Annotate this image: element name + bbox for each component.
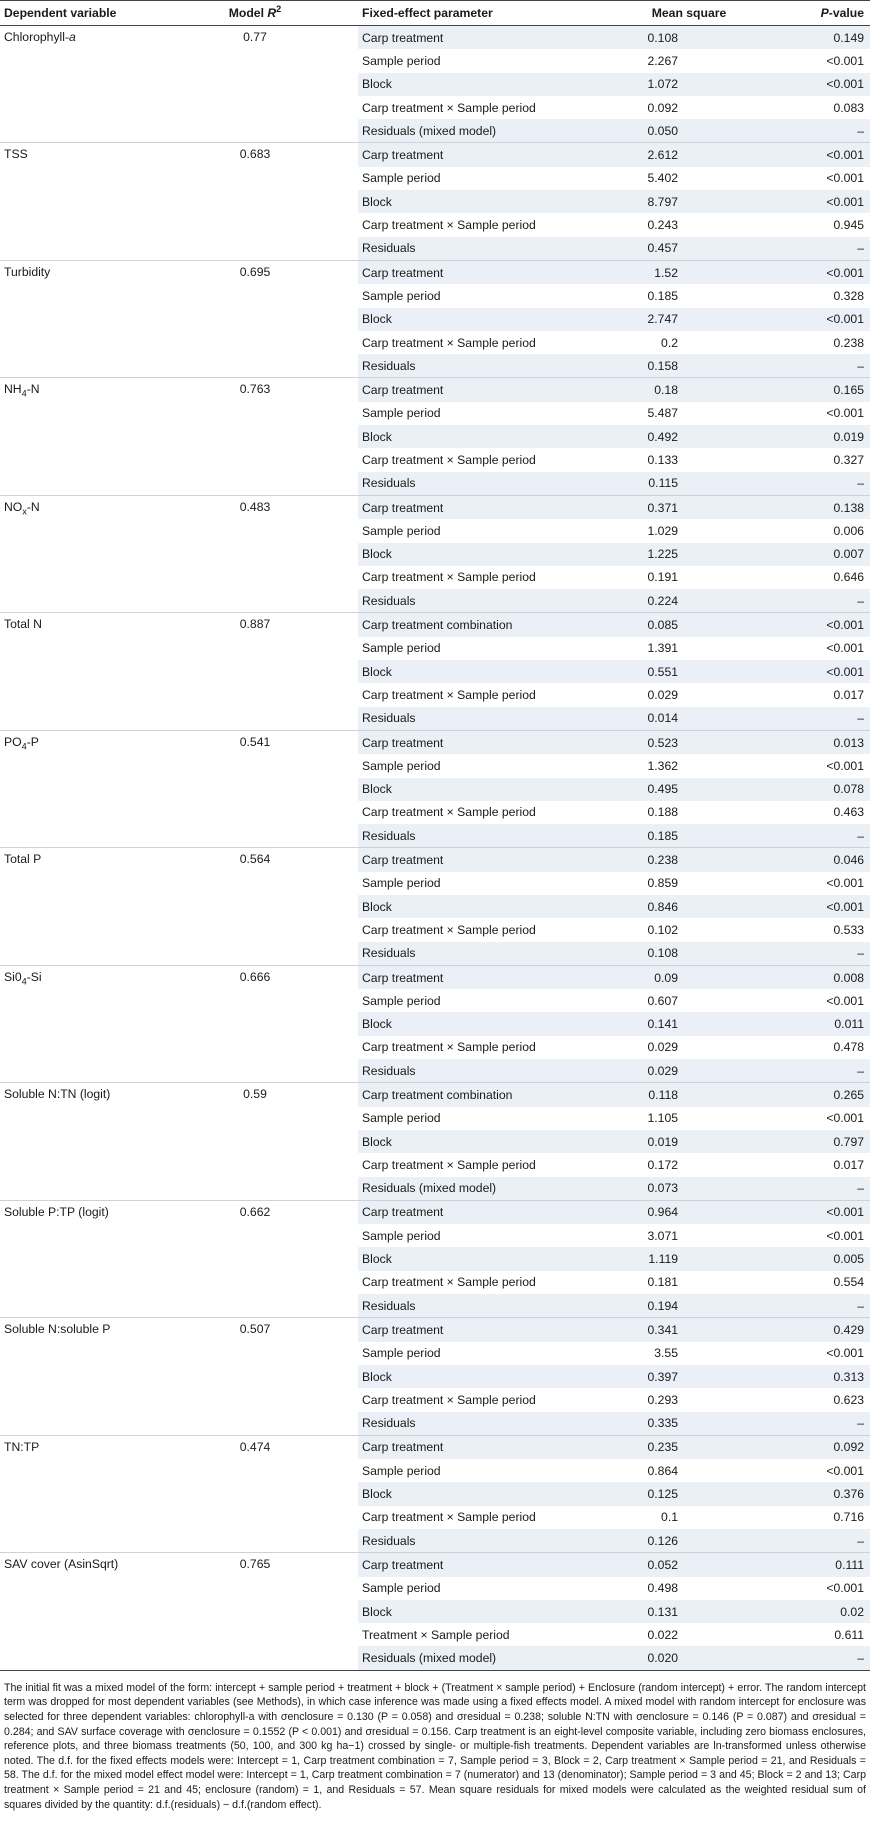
parameter-cell: Block bbox=[358, 778, 620, 801]
dependent-variable: TSS bbox=[0, 143, 180, 260]
pvalue-cell: 0.005 bbox=[758, 1247, 870, 1270]
pvalue-cell: <0.001 bbox=[758, 1200, 870, 1224]
pvalue-cell: <0.001 bbox=[826, 1111, 864, 1126]
parameter-cell: Residuals bbox=[358, 1294, 620, 1318]
mean-square-cell: 0.397 bbox=[620, 1365, 758, 1388]
mean-square-cell: 0.371 bbox=[620, 495, 758, 519]
parameter-cell: Block bbox=[358, 1130, 620, 1153]
parameter-cell: Sample period bbox=[362, 1111, 441, 1126]
parameter-cell: Block bbox=[358, 543, 620, 566]
mean-square-cell: 0.18 bbox=[620, 378, 758, 402]
mean-square-cell: 0.029 bbox=[647, 687, 678, 702]
variable-group bbox=[0, 1083, 870, 1200]
pvalue-cell: 0.083 bbox=[833, 100, 864, 115]
spacer-cell bbox=[330, 143, 358, 260]
parameter-cell: Carp treatment bbox=[358, 965, 620, 989]
mean-square-cell: 0.126 bbox=[620, 1529, 758, 1553]
spacer-cell bbox=[330, 613, 358, 730]
mean-square-cell: 0.185 bbox=[647, 288, 678, 303]
header-pvalue: P-value bbox=[758, 1, 870, 26]
pvalue-cell: 0.138 bbox=[758, 495, 870, 519]
parameter-cell: Carp treatment × Sample period bbox=[362, 687, 536, 702]
table-row bbox=[0, 730, 870, 754]
pvalue-cell: 0.238 bbox=[833, 335, 864, 350]
mean-square-cell: 0.498 bbox=[647, 1581, 678, 1596]
dependent-variable: Total N bbox=[0, 613, 180, 730]
table-row bbox=[0, 1553, 870, 1577]
table-row bbox=[0, 613, 870, 637]
parameter-cell: Carp treatment combination bbox=[358, 1083, 620, 1107]
header-dependent: Dependent variable bbox=[0, 1, 180, 26]
pvalue-cell: 0.017 bbox=[833, 1157, 864, 1172]
mean-square-cell: 0.864 bbox=[647, 1463, 678, 1478]
pvalue-cell: <0.001 bbox=[826, 1346, 864, 1361]
model-r2: 0.765 bbox=[180, 1553, 330, 1670]
pvalue-cell: 0.165 bbox=[758, 378, 870, 402]
pvalue-cell: 0.463 bbox=[833, 805, 864, 820]
model-r2: 0.541 bbox=[180, 730, 330, 847]
pvalue-cell: 0.149 bbox=[758, 26, 870, 50]
parameter-cell: Sample period bbox=[362, 1228, 441, 1243]
mean-square-cell: 0.022 bbox=[647, 1627, 678, 1642]
dependent-variable: TN:TP bbox=[0, 1435, 180, 1552]
pvalue-cell: 0.429 bbox=[758, 1318, 870, 1342]
pvalue-cell: – bbox=[758, 1529, 870, 1553]
pvalue-cell: 0.265 bbox=[758, 1083, 870, 1107]
pvalue-cell: 0.006 bbox=[833, 523, 864, 538]
variable-group bbox=[0, 26, 870, 143]
mean-square-cell: 0.085 bbox=[620, 613, 758, 637]
pvalue-cell: – bbox=[758, 472, 870, 496]
parameter-cell: Carp treatment × Sample period bbox=[362, 218, 536, 233]
dependent-variable: $Si0_4-Si$ bbox=[0, 965, 180, 1082]
spacer-cell bbox=[330, 1083, 358, 1200]
mean-square-cell: 0.224 bbox=[620, 589, 758, 613]
model-r2: 0.59 bbox=[180, 1083, 330, 1200]
parameter-cell: Carp treatment bbox=[358, 1200, 620, 1224]
mean-square-cell: 0.341 bbox=[620, 1318, 758, 1342]
dependent-variable: SAV cover (AsinSqrt) bbox=[0, 1553, 180, 1670]
pvalue-cell: <0.001 bbox=[826, 1228, 864, 1243]
dependent-variable: $PO_4-P$ bbox=[0, 730, 180, 847]
spacer-cell bbox=[330, 1200, 358, 1317]
mean-square-cell: 0.607 bbox=[647, 993, 678, 1008]
table-row bbox=[0, 1435, 870, 1459]
parameter-cell: Block bbox=[358, 895, 620, 918]
pvalue-cell: – bbox=[758, 1059, 870, 1083]
header-model-r2: Model $R^2$ bbox=[180, 1, 330, 26]
parameter-cell: Carp treatment bbox=[358, 1318, 620, 1342]
mean-square-cell: 0.191 bbox=[647, 570, 678, 585]
parameter-cell: Carp treatment combination bbox=[358, 613, 620, 637]
pvalue-cell: <0.001 bbox=[826, 758, 864, 773]
parameter-cell: Carp treatment bbox=[358, 378, 620, 402]
pvalue-cell: – bbox=[758, 589, 870, 613]
variable-group bbox=[0, 495, 870, 612]
pvalue-cell: <0.001 bbox=[826, 53, 864, 68]
mean-square-cell: 1.225 bbox=[620, 543, 758, 566]
parameter-cell: Sample period bbox=[362, 406, 441, 421]
pvalue-cell: 0.328 bbox=[833, 288, 864, 303]
parameter-cell: Sample period bbox=[362, 1581, 441, 1596]
pvalue-cell: <0.001 bbox=[826, 641, 864, 656]
parameter-cell: Sample period bbox=[362, 53, 441, 68]
dependent-variable: Soluble N:soluble P bbox=[0, 1318, 180, 1435]
parameter-cell: Carp treatment bbox=[358, 848, 620, 872]
pvalue-cell: 0.554 bbox=[833, 1275, 864, 1290]
pvalue-cell: 0.008 bbox=[758, 965, 870, 989]
parameter-cell: Block bbox=[358, 660, 620, 683]
parameter-cell: Carp treatment × Sample period bbox=[362, 1275, 536, 1290]
parameter-cell: Carp treatment bbox=[358, 730, 620, 754]
pvalue-cell: – bbox=[758, 1412, 870, 1436]
spacer-cell bbox=[330, 1553, 358, 1670]
parameter-cell: Block bbox=[358, 1012, 620, 1035]
mean-square-cell: 0.238 bbox=[620, 848, 758, 872]
mean-square-cell: 0.133 bbox=[647, 452, 678, 467]
pvalue-cell: <0.001 bbox=[758, 660, 870, 683]
dependent-variable: $NO_x-N$ bbox=[0, 495, 180, 612]
spacer-cell bbox=[330, 848, 358, 965]
model-r2: 0.763 bbox=[180, 378, 330, 495]
parameter-cell: Residuals bbox=[358, 472, 620, 496]
table-row bbox=[0, 260, 870, 284]
variable-group bbox=[0, 143, 870, 260]
parameter-cell: Block bbox=[358, 308, 620, 331]
mean-square-cell: 1.391 bbox=[647, 641, 678, 656]
pvalue-cell: <0.001 bbox=[758, 613, 870, 637]
dependent-variable: Turbidity bbox=[0, 260, 180, 377]
mean-square-cell: 0.050 bbox=[620, 119, 758, 143]
pvalue-cell: – bbox=[758, 354, 870, 378]
parameter-cell: Carp treatment × Sample period bbox=[362, 1510, 536, 1525]
parameter-cell: Carp treatment bbox=[358, 143, 620, 167]
parameter-cell: Residuals bbox=[358, 237, 620, 261]
model-r2: 0.483 bbox=[180, 495, 330, 612]
variable-group bbox=[0, 378, 870, 495]
variable-group bbox=[0, 1435, 870, 1552]
spacer-cell bbox=[330, 495, 358, 612]
pvalue-cell: 0.046 bbox=[758, 848, 870, 872]
pvalue-cell: 0.611 bbox=[834, 1627, 864, 1642]
parameter-cell: Sample period bbox=[362, 171, 441, 186]
pvalue-cell: 0.797 bbox=[758, 1130, 870, 1153]
parameter-cell: Residuals bbox=[358, 1412, 620, 1436]
mean-square-cell: 1.105 bbox=[647, 1111, 678, 1126]
dependent-variable: Soluble P:TP (logit) bbox=[0, 1200, 180, 1317]
pvalue-cell: 0.013 bbox=[758, 730, 870, 754]
pvalue-cell: 0.533 bbox=[833, 922, 864, 937]
header-spacer bbox=[330, 1, 358, 26]
pvalue-cell: <0.001 bbox=[826, 406, 864, 421]
pvalue-cell: 0.011 bbox=[758, 1012, 870, 1035]
mean-square-cell: 1.072 bbox=[620, 73, 758, 96]
mean-square-cell: 0.243 bbox=[647, 218, 678, 233]
model-r2: 0.666 bbox=[180, 965, 330, 1082]
mean-square-cell: 0.118 bbox=[620, 1083, 758, 1107]
mean-square-cell: 0.020 bbox=[620, 1646, 758, 1669]
parameter-cell: Sample period bbox=[362, 1346, 441, 1361]
header-mean-square: Mean square bbox=[620, 1, 758, 26]
table-row bbox=[0, 965, 870, 989]
table-row bbox=[0, 1318, 870, 1342]
mean-square-cell: 0.846 bbox=[620, 895, 758, 918]
mean-square-cell: 0.293 bbox=[647, 1392, 678, 1407]
variable-group bbox=[0, 613, 870, 730]
parameter-cell: Sample period bbox=[362, 288, 441, 303]
pvalue-cell: 0.623 bbox=[833, 1392, 864, 1407]
pvalue-cell: – bbox=[758, 824, 870, 848]
mean-square-cell: 8.797 bbox=[620, 190, 758, 213]
dependent-variable: Soluble N:TN (logit) bbox=[0, 1083, 180, 1200]
pvalue-cell: 0.078 bbox=[758, 778, 870, 801]
pvalue-cell: <0.001 bbox=[826, 1463, 864, 1478]
parameter-cell: Residuals (mixed model) bbox=[358, 119, 620, 143]
parameter-cell: Residuals bbox=[358, 1529, 620, 1553]
mean-square-cell: 0.158 bbox=[620, 354, 758, 378]
pvalue-cell: <0.001 bbox=[758, 143, 870, 167]
table-row bbox=[0, 143, 870, 167]
parameter-cell: Block bbox=[358, 1482, 620, 1505]
model-r2: 0.564 bbox=[180, 848, 330, 965]
table-header bbox=[0, 1, 870, 26]
pvalue-cell: – bbox=[758, 1177, 870, 1201]
parameter-cell: Carp treatment bbox=[358, 1435, 620, 1459]
spacer-cell bbox=[330, 965, 358, 1082]
parameter-cell: Carp treatment × Sample period bbox=[362, 805, 536, 820]
mean-square-cell: 1.029 bbox=[647, 523, 678, 538]
model-r2: 0.474 bbox=[180, 1435, 330, 1552]
variable-group bbox=[0, 260, 870, 377]
parameter-cell: Sample period bbox=[362, 993, 441, 1008]
mean-square-cell: 1.362 bbox=[647, 758, 678, 773]
pvalue-cell: <0.001 bbox=[826, 876, 864, 891]
parameter-cell: Sample period bbox=[362, 876, 441, 891]
parameter-cell: Block bbox=[358, 1600, 620, 1623]
model-r2: 0.77 bbox=[180, 26, 330, 143]
parameter-cell: Treatment × Sample period bbox=[362, 1627, 510, 1642]
mean-square-cell: 3.071 bbox=[647, 1228, 678, 1243]
table-row bbox=[0, 1083, 870, 1107]
pvalue-cell: <0.001 bbox=[758, 190, 870, 213]
mean-square-cell: 0.052 bbox=[620, 1553, 758, 1577]
mean-square-cell: 0.172 bbox=[647, 1157, 678, 1172]
mean-square-cell: 0.102 bbox=[647, 922, 678, 937]
parameter-cell: Residuals bbox=[358, 354, 620, 378]
mean-square-cell: 0.235 bbox=[620, 1435, 758, 1459]
spacer-cell bbox=[330, 260, 358, 377]
mean-square-cell: 0.073 bbox=[620, 1177, 758, 1201]
mean-square-cell: 0.964 bbox=[620, 1200, 758, 1224]
pvalue-cell: 0.007 bbox=[758, 543, 870, 566]
parameter-cell: Residuals bbox=[358, 824, 620, 848]
model-r2: 0.887 bbox=[180, 613, 330, 730]
pvalue-cell: 0.646 bbox=[833, 570, 864, 585]
mean-square-cell: 0.108 bbox=[620, 942, 758, 966]
mean-square-cell: 0.131 bbox=[620, 1600, 758, 1623]
mean-square-cell: 0.495 bbox=[620, 778, 758, 801]
parameter-cell: Residuals (mixed model) bbox=[358, 1646, 620, 1669]
variable-group bbox=[0, 1553, 870, 1670]
pvalue-cell: – bbox=[758, 942, 870, 966]
pvalue-cell: – bbox=[758, 1646, 870, 1669]
model-r2: 0.695 bbox=[180, 260, 330, 377]
mean-square-cell: 0.019 bbox=[620, 1130, 758, 1153]
parameter-cell: Carp treatment × Sample period bbox=[362, 1157, 536, 1172]
parameter-cell: Sample period bbox=[362, 1463, 441, 1478]
pvalue-cell: <0.001 bbox=[758, 260, 870, 284]
parameter-cell: Carp treatment × Sample period bbox=[362, 1040, 536, 1055]
header-parameter: Fixed-effect parameter bbox=[358, 1, 620, 26]
mean-square-cell: 0.335 bbox=[620, 1412, 758, 1436]
mean-square-cell: 0.125 bbox=[620, 1482, 758, 1505]
mean-square-cell: 0.092 bbox=[647, 100, 678, 115]
pvalue-cell: 0.716 bbox=[833, 1510, 864, 1525]
mean-square-cell: 0.523 bbox=[620, 730, 758, 754]
model-r2: 0.683 bbox=[180, 143, 330, 260]
mean-square-cell: 5.402 bbox=[647, 171, 678, 186]
pvalue-cell: – bbox=[758, 1294, 870, 1318]
mean-square-cell: 0.2 bbox=[661, 335, 678, 350]
parameter-cell: Carp treatment bbox=[358, 1553, 620, 1577]
dependent-variable: Total P bbox=[0, 848, 180, 965]
parameter-cell: Carp treatment bbox=[358, 495, 620, 519]
pvalue-cell: – bbox=[758, 119, 870, 143]
parameter-cell: Carp treatment × Sample period bbox=[362, 335, 536, 350]
parameter-cell: Carp treatment bbox=[358, 260, 620, 284]
dependent-variable: $NH_4-N$ bbox=[0, 378, 180, 495]
dependent-variable: Chlorophyll-a bbox=[0, 26, 180, 143]
pvalue-cell: 0.019 bbox=[758, 425, 870, 448]
pvalue-cell: <0.001 bbox=[826, 171, 864, 186]
variable-group bbox=[0, 848, 870, 965]
spacer-cell bbox=[330, 1435, 358, 1552]
spacer-cell bbox=[330, 378, 358, 495]
parameter-cell: Block bbox=[358, 1247, 620, 1270]
mean-square-cell: 0.492 bbox=[620, 425, 758, 448]
parameter-cell: Block bbox=[358, 190, 620, 213]
mean-square-cell: 0.194 bbox=[620, 1294, 758, 1318]
parameter-cell: Carp treatment × Sample period bbox=[362, 452, 536, 467]
table-row bbox=[0, 1200, 870, 1224]
mean-square-cell: 0.029 bbox=[647, 1040, 678, 1055]
table-footnote: The initial fit was a mixed model of the form: intercept + sample period + treatment + block + (Treatment × sample period) + Enclosure (random intercept) + error. The random intercept term was dropped for most dependent variables (see Methods), in which case inference was made using a fixed effects model. A mixed model with random intercept for enclosure was selected for three dependent variables: chlorophyll-a with σenclosure = 0.130 (P = 0.058) and σresidual = 0.238; soluble N:TN with σenclosure = 0.146 (P = 0.087) and σresidual = 0.284; and SAV surface coverage with σenclosure = 0.1552 (P < 0.001) and σresidual = 0.156. Carp treatment is an eight-level composite variable, including zero biomass enclosures, reference plots, and three biomass treatments (50, 100, and 300 kg ha−1) crossed by single- or multiple-fish treatments. Dependent variables are ln-transformed unless otherwise noted. The d.f. for the fixed effects models were: Intercept = 1, Carp treatment combination = 7, Sample period = 3, Block = 2, Carp treatment × Sample period = 21, and Residuals = 58. The d.f. for the mixed model effect model were: Intercept = 1, Carp treatment combination = 7 (numerator) and 13 (denominator); Sample period = 3 and 45; Block = 2 and 13; Carp treatment × Sample period = 21 and 45; enclosure (random) = 1, and Residuals = 57. Mean square residuals for mixed models were calculated as the weighted residual sum of squares divided by the quantity: d.f.(residuals) − d.f.(random effect). bbox=[0, 1670, 870, 1812]
parameter-cell: Block bbox=[358, 1365, 620, 1388]
mean-square-cell: 0.181 bbox=[647, 1275, 678, 1290]
parameter-cell: Block bbox=[358, 425, 620, 448]
pvalue-cell: <0.001 bbox=[758, 73, 870, 96]
pvalue-cell: 0.017 bbox=[833, 687, 864, 702]
parameter-cell: Residuals bbox=[358, 942, 620, 966]
mean-square-cell: 2.267 bbox=[647, 53, 678, 68]
mean-square-cell: 0.029 bbox=[620, 1059, 758, 1083]
model-r2: 0.662 bbox=[180, 1200, 330, 1317]
spacer-cell bbox=[330, 26, 358, 143]
spacer-cell bbox=[330, 1318, 358, 1435]
mean-square-cell: 0.014 bbox=[620, 707, 758, 731]
parameter-cell: Carp treatment × Sample period bbox=[362, 570, 536, 585]
table-row bbox=[0, 848, 870, 872]
mean-square-cell: 0.115 bbox=[620, 472, 758, 496]
pvalue-cell: – bbox=[758, 707, 870, 731]
mean-square-cell: 2.612 bbox=[620, 143, 758, 167]
mean-square-cell: 1.119 bbox=[620, 1247, 758, 1270]
mean-square-cell: 0.1 bbox=[661, 1510, 678, 1525]
parameter-cell: Sample period bbox=[362, 758, 441, 773]
pvalue-cell: 0.478 bbox=[833, 1040, 864, 1055]
pvalue-cell: 0.02 bbox=[758, 1600, 870, 1623]
pvalue-cell: – bbox=[758, 237, 870, 261]
mean-square-cell: 5.487 bbox=[647, 406, 678, 421]
pvalue-cell: 0.313 bbox=[758, 1365, 870, 1388]
mean-square-cell: 0.185 bbox=[620, 824, 758, 848]
spacer-cell bbox=[330, 730, 358, 847]
pvalue-cell: 0.092 bbox=[758, 1435, 870, 1459]
mean-square-cell: 0.188 bbox=[647, 805, 678, 820]
mean-square-cell: 0.457 bbox=[620, 237, 758, 261]
parameter-cell: Carp treatment × Sample period bbox=[362, 922, 536, 937]
model-r2: 0.507 bbox=[180, 1318, 330, 1435]
parameter-cell: Residuals (mixed model) bbox=[358, 1177, 620, 1201]
mean-square-cell: 0.108 bbox=[620, 26, 758, 50]
table-row bbox=[0, 26, 870, 50]
parameter-cell: Residuals bbox=[358, 589, 620, 613]
parameter-cell: Residuals bbox=[358, 707, 620, 731]
pvalue-cell: <0.001 bbox=[826, 993, 864, 1008]
pvalue-cell: <0.001 bbox=[758, 895, 870, 918]
variable-group bbox=[0, 965, 870, 1082]
variable-group bbox=[0, 1200, 870, 1317]
pvalue-cell: 0.111 bbox=[758, 1553, 870, 1577]
pvalue-cell: 0.376 bbox=[758, 1482, 870, 1505]
mean-square-cell: 1.52 bbox=[620, 260, 758, 284]
mean-square-cell: 0.551 bbox=[620, 660, 758, 683]
mean-square-cell: 0.141 bbox=[620, 1012, 758, 1035]
variable-group bbox=[0, 730, 870, 847]
parameter-cell: Carp treatment × Sample period bbox=[362, 100, 536, 115]
table-row bbox=[0, 495, 870, 519]
table-row bbox=[0, 378, 870, 402]
pvalue-cell: <0.001 bbox=[758, 308, 870, 331]
mean-square-cell: 0.859 bbox=[647, 876, 678, 891]
pvalue-cell: 0.327 bbox=[833, 452, 864, 467]
mean-square-cell: 0.09 bbox=[620, 965, 758, 989]
parameter-cell: Carp treatment bbox=[358, 26, 620, 50]
parameter-cell: Carp treatment × Sample period bbox=[362, 1392, 536, 1407]
parameter-cell: Sample period bbox=[362, 641, 441, 656]
pvalue-cell: 0.945 bbox=[833, 218, 864, 233]
variable-group bbox=[0, 1318, 870, 1435]
parameter-cell: Block bbox=[358, 73, 620, 96]
parameter-cell: Sample period bbox=[362, 523, 441, 538]
mean-square-cell: 3.55 bbox=[654, 1346, 678, 1361]
mean-square-cell: 2.747 bbox=[620, 308, 758, 331]
pvalue-cell: <0.001 bbox=[826, 1581, 864, 1596]
parameter-cell: Residuals bbox=[358, 1059, 620, 1083]
